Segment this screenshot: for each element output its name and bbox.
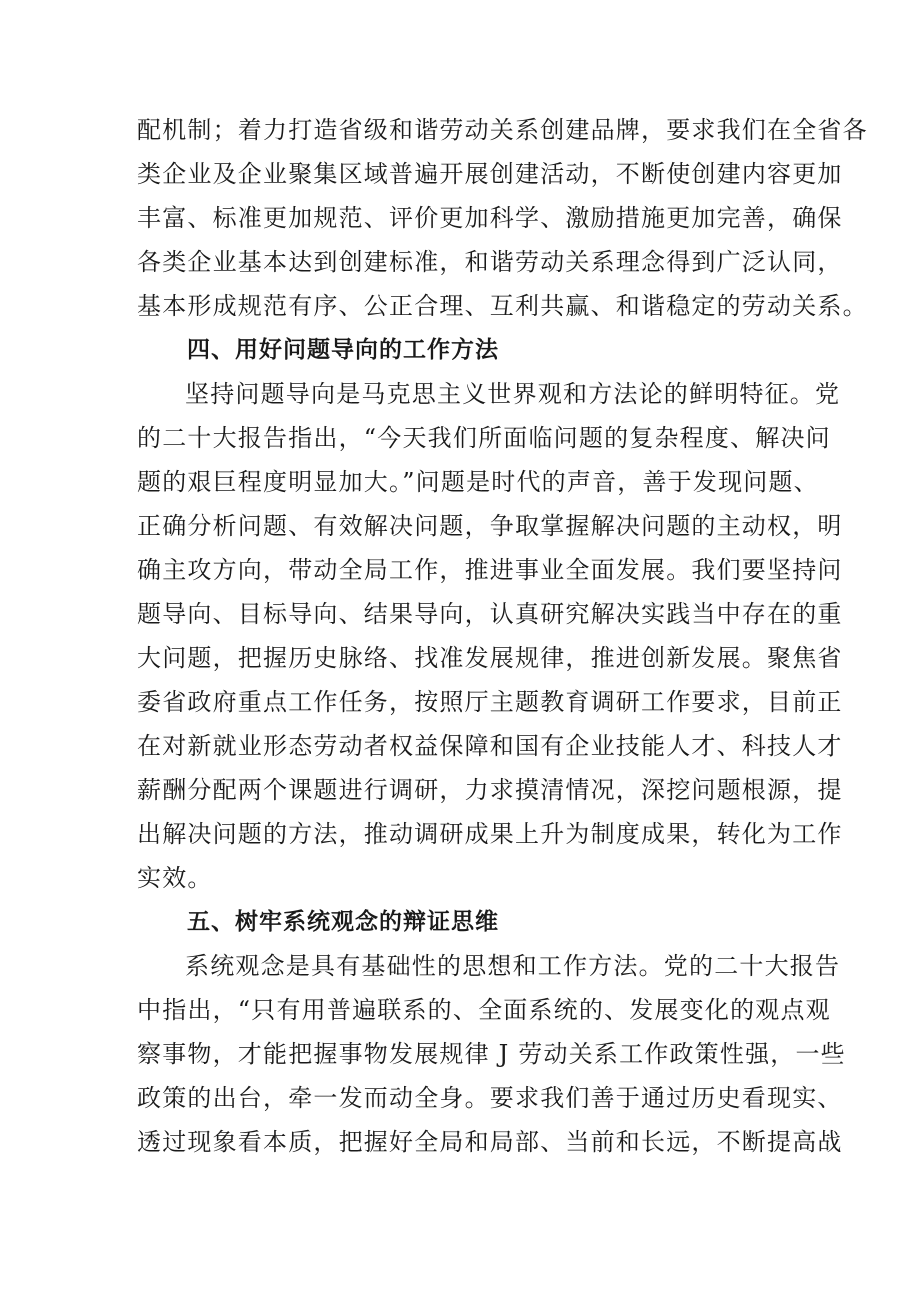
paragraph-line: 出解决问题的方法，推动调研成果上升为制度成果，转化为工作: [137, 820, 843, 848]
paragraph-line: 政策的出台，牵一发而动全身。要求我们善于通过历史看现实、: [137, 1084, 843, 1112]
section-heading-five: 五、树牢系统观念的辩证思维: [187, 909, 499, 935]
paragraph-line: 题导向、目标导向、结果导向，认真研究解决实践当中存在的重: [137, 600, 843, 628]
paragraph-line: 系统观念是具有基础性的思想和工作方法。党的二十大报告: [185, 952, 841, 980]
paragraph-line: 各类企业基本达到创建标准，和谐劳动关系理念得到广泛认同，: [137, 248, 843, 276]
paragraph-line: 的二十大报告指出，“今天我们所面临问题的复杂程度、解决问: [137, 424, 831, 452]
paragraph-line: 基本形成规范有序、公正合理、互利共赢、和谐稳定的劳动关系。: [137, 292, 868, 320]
paragraph-line: 确主攻方向，带动全局工作，推进事业全面发展。我们要坚持问: [137, 556, 843, 584]
paragraph-line: 察事物，才能把握事物发展规律 J 劳动关系工作政策性强，一些: [137, 1040, 846, 1068]
paragraph-line: 透过现象看本质，把握好全局和局部、当前和长远，不断提高战: [137, 1128, 843, 1156]
section-heading-four: 四、用好问题导向的工作方法: [187, 337, 499, 363]
paragraph-line: 薪酬分配两个课题进行调研，力求摸清情况，深挖问题根源，提: [137, 776, 843, 804]
paragraph-line: 委省政府重点工作任务，按照厅主题教育调研工作要求，目前正: [137, 688, 843, 716]
paragraph-line: 在对新就业形态劳动者权益保障和国有企业技能人才、科技人才: [137, 732, 843, 760]
paragraph-line: 正确分析问题、有效解决问题，争取掌握解决问题的主动权，明: [137, 512, 843, 540]
paragraph-line: 中指出，“只有用普遍联系的、全面系统的、发展变化的观点观: [137, 996, 831, 1024]
paragraph-line: 类企业及企业聚集区域普遍开展创建活动，不断使创建内容更加: [137, 160, 843, 188]
paragraph-line: 配机制；着力打造省级和谐劳动关系创建品牌，要求我们在全省各: [137, 116, 868, 144]
paragraph-line: 丰富、标准更加规范、评价更加科学、激励措施更加完善，确保: [137, 204, 843, 232]
paragraph-line: 题的艰巨程度明显加大。”问题是时代的声音，善于发现问题、: [137, 468, 819, 496]
paragraph-line: 坚持问题导向是马克思主义世界观和方法论的鲜明特征。党: [185, 380, 841, 408]
paragraph-line: 实效。: [137, 864, 213, 892]
paragraph-line: 大问题，把握历史脉络、找准发展规律，推进创新发展。聚焦省: [137, 644, 843, 672]
